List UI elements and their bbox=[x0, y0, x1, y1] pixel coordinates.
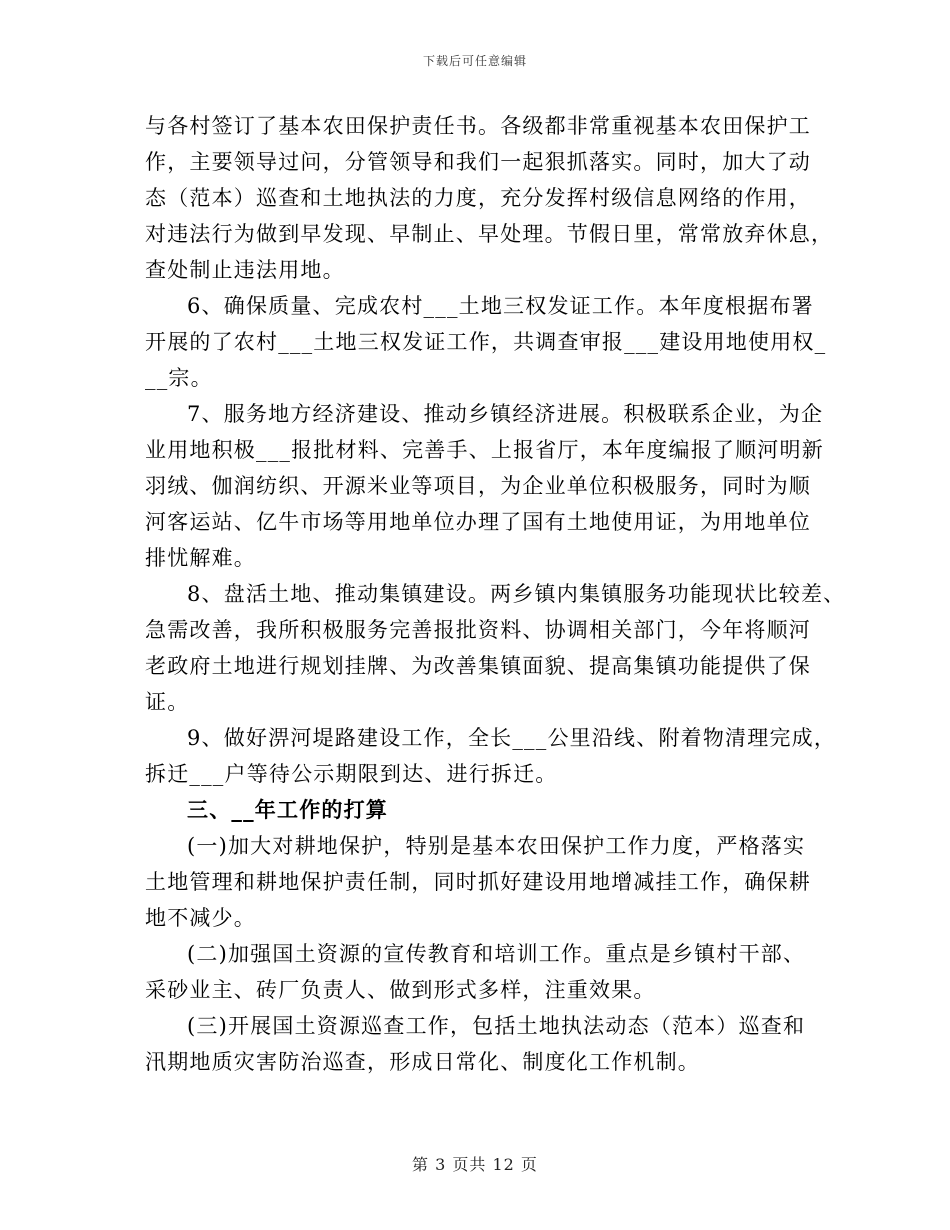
paragraph-item-7 bbox=[145, 396, 825, 576]
text-line: (二)加强国土资源的宣传教育和培训工作。重点是乡镇村干部、 bbox=[187, 942, 806, 966]
text-line: 7、服务地方经济建设、推动乡镇经济进展。积极联系企业，为企 bbox=[187, 402, 824, 426]
text-line: 采砂业主、砖厂负责人、做到形式多样，注重效果。 bbox=[145, 978, 656, 1002]
text-line: 作，主要领导过问，分管领导和我们一起狠抓落实。同时，加大了动 bbox=[145, 150, 811, 174]
text-line: 查处制止违法用地。 bbox=[145, 258, 345, 282]
text-line: (三)开展国土资源巡查工作，包括土地执法动态（范本）巡查和 bbox=[187, 1014, 806, 1038]
section-heading bbox=[145, 792, 825, 828]
paragraph-farmland-protection bbox=[145, 108, 834, 288]
text-line: 6、确保质量、完成农村___土地三权发证工作。本年度根据布署 bbox=[187, 294, 814, 318]
text-line: 羽绒、伽润纺织、开源米业等项目，为企业单位积极服务，同时为顺 bbox=[145, 474, 811, 498]
paragraph-item-9 bbox=[145, 720, 837, 792]
text-line: 土地管理和耕地保护责任制，同时抓好建设用地增减挂工作，确保耕 bbox=[145, 870, 811, 894]
paragraph-item-8 bbox=[145, 576, 846, 720]
text-line: 8、盘活土地、推动集镇建设。两乡镇内集镇服务功能现状比较差、 bbox=[187, 582, 846, 606]
text-line: 地不减少。 bbox=[145, 906, 256, 930]
document-body bbox=[145, 108, 846, 1080]
text-line: 开展的了农村___土地三权发证工作，共调查审报___建设用地使用权_ bbox=[145, 330, 827, 354]
text-line: 汛期地质灾害防治巡查，形成日常化、制度化工作机制。 bbox=[145, 1050, 700, 1074]
page-footer: 第 3 页共 12 页 bbox=[412, 1155, 538, 1174]
text-line: (一)加大对耕地保护，特别是基本农田保护工作力度，严格落实 bbox=[187, 834, 806, 858]
text-line: 态（范本）巡查和土地执法的力度，充分发挥村级信息网络的作用， bbox=[145, 186, 811, 210]
text-line: 证。 bbox=[145, 690, 190, 714]
text-line: 9、做好淠河堤路建设工作，全长___公里沿线、附着物清理完成， bbox=[187, 726, 837, 750]
paragraph-plan-1 bbox=[145, 828, 825, 936]
text-line: 与各村签订了基本农田保护责任书。各级都非常重视基本农田保护工 bbox=[145, 114, 811, 138]
text-line: 业用地积极___报批材料、完善手、上报省厅，本年度编报了顺河明新 bbox=[145, 438, 824, 462]
text-line: 河客运站、亿牛市场等用地单位办理了国有土地使用证，为用地单位 bbox=[145, 510, 811, 534]
text-line: 排忧解难。 bbox=[145, 546, 256, 570]
text-line: __宗。 bbox=[145, 366, 213, 390]
text-line: 急需改善，我所积极服务完善报批资料、协调相关部门，今年将顺河 bbox=[145, 618, 811, 642]
paragraph-item-6 bbox=[145, 288, 825, 396]
text-line: 老政府土地进行规划挂牌、为改善集镇面貌、提高集镇功能提供了保 bbox=[145, 654, 811, 678]
section-heading-text: 三、__年工作的打算 bbox=[187, 797, 388, 822]
page-header: 下载后可任意编辑 bbox=[422, 54, 527, 68]
text-line: 拆迁___户等待公示期限到达、进行拆迁。 bbox=[145, 762, 558, 786]
paragraph-plan-2 bbox=[145, 936, 825, 1008]
text-line: 对违法行为做到早发现、早制止、早处理。节假日里，常常放弃休息， bbox=[145, 222, 834, 246]
paragraph-plan-3 bbox=[145, 1008, 825, 1080]
